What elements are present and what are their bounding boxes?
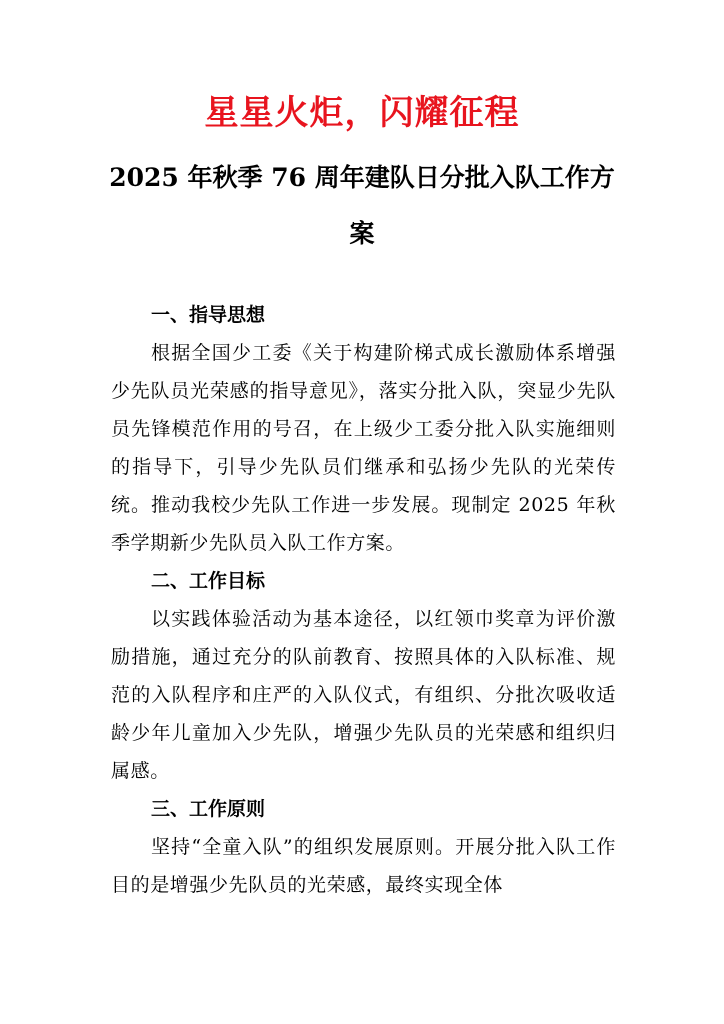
document-title: 星星火炬，闪耀征程 <box>204 93 520 133</box>
section-paragraph-work-principles: 坚持“全童入队”的组织发展原则。开展分批入队工作目的是增强少先队员的光荣感，最终实现全体 <box>111 836 616 896</box>
section-paragraph-guiding-ideology: 根据全国少工委《关于构建阶梯式成长激励体系增强少先队员光荣感的指导意见》，落实分批入队，突显少先队员先锋模范作用的号召，在上级少工委分批入队实施细则的指导下，引导少先队员们继承和弘扬少先队的光荣传统。推动我校少先队工作进一步发展。现制定 2025 年秋季学期新少先队员入队工作方案。 <box>111 342 616 554</box>
section-paragraph-work-goals: 以实践体验活动为基本途径，以红领巾奖章为评价激励措施，通过充分的队前教育、按照具体的入队标准、规范的入队程序和庄严的入队仪式，有组织、分批次吸收适龄少年儿童加入少先队，增强少先队员的光荣感和组织归属感。 <box>111 608 616 782</box>
document-body <box>111 296 616 904</box>
section-heading-work-principles: 三、工作原则 <box>151 798 266 820</box>
section-heading-guiding-ideology: 一、指导思想 <box>151 304 266 326</box>
document-subtitle: 2025 年秋季 76 周年建队日分批入队工作方案 <box>109 163 615 248</box>
section-heading-work-goals: 二、工作目标 <box>151 570 266 592</box>
